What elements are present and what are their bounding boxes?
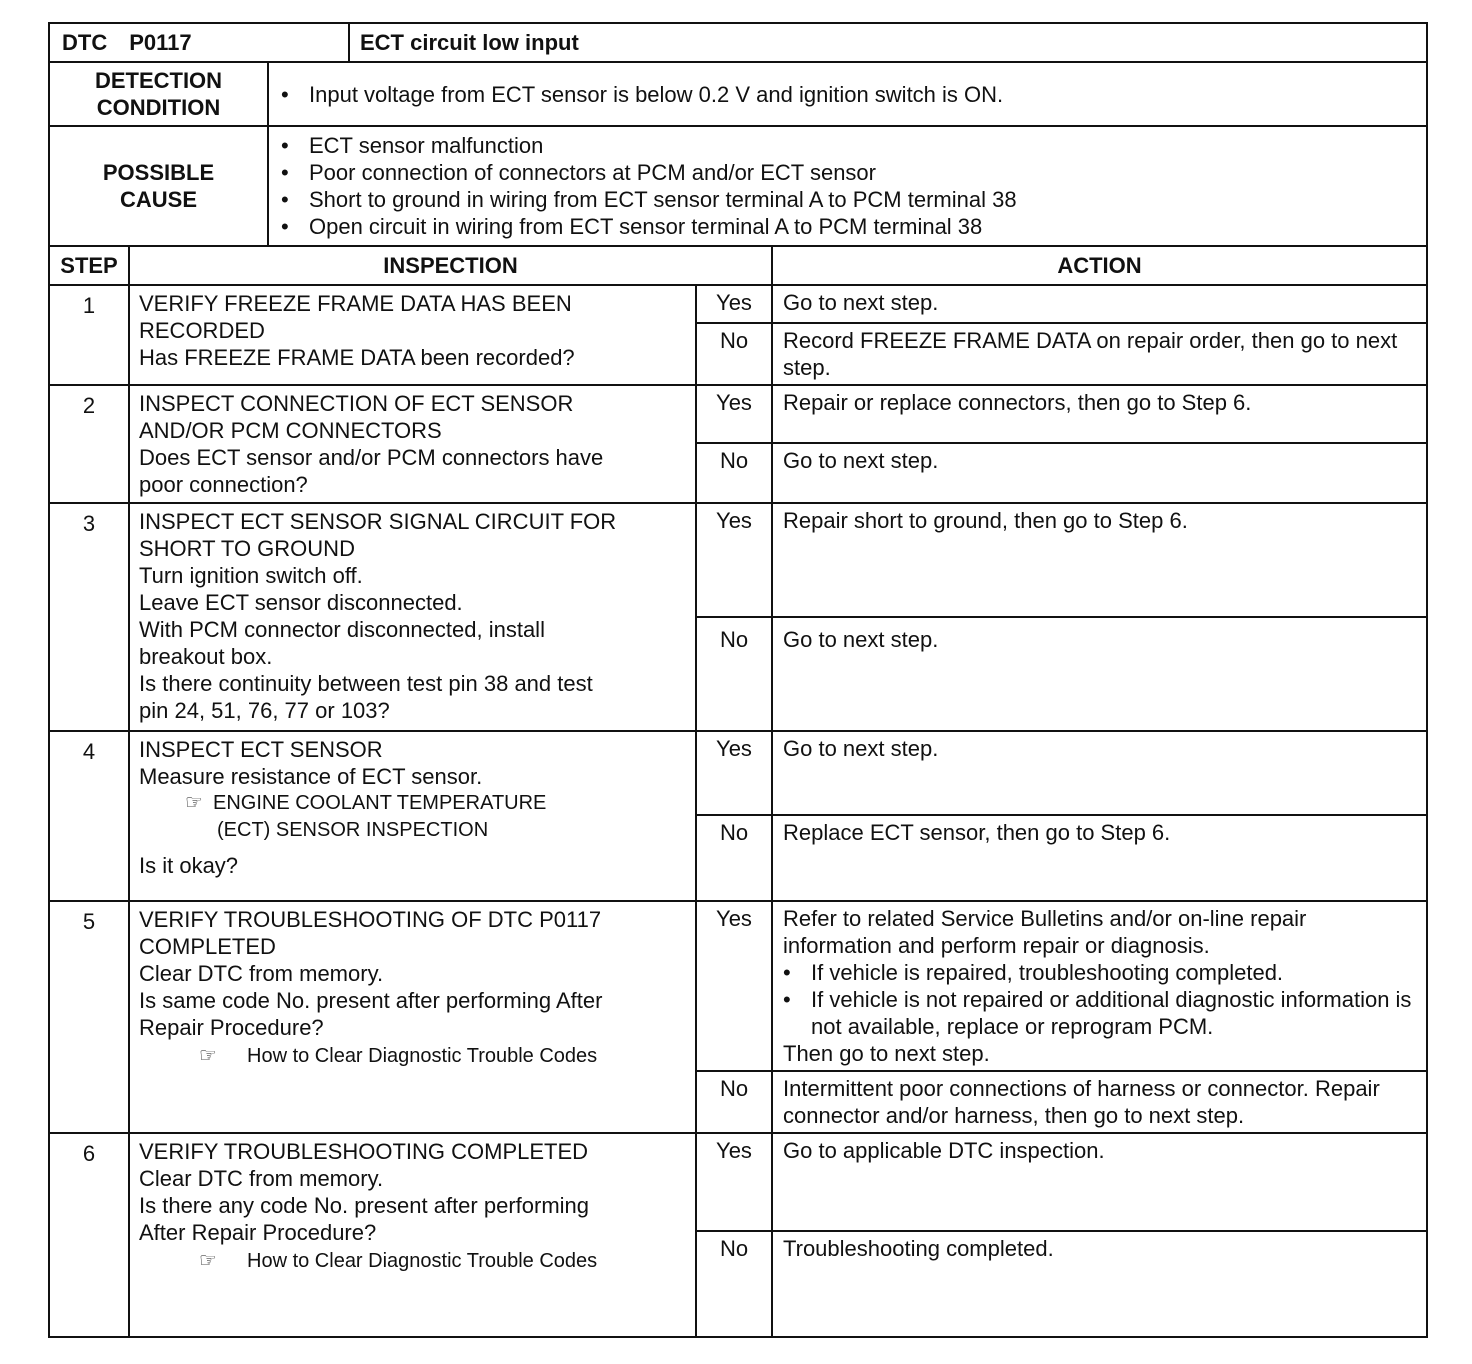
dtc-title: ECT circuit low input <box>349 23 1427 62</box>
yes-label: Yes <box>696 385 772 443</box>
reference-link[interactable]: ☞ How to Clear Diagnostic Trouble Codes <box>139 1043 687 1070</box>
step-number: 3 <box>49 503 129 731</box>
col-step-header: STEP <box>49 246 129 285</box>
pointing-hand-icon: ☞ <box>199 1250 217 1272</box>
yes-label: Yes <box>696 503 772 617</box>
step-inspection: INSPECT ECT SENSOR SIGNAL CIRCUIT FOR SHORT TO GROUND Turn ignition switch off. Leave ECT sensor disconnected. With PCM connector disconnected, install breakout box. Is there continuity between test pin 38 and test pin 24, 51, 76, 77 or 103? <box>129 503 696 731</box>
step-number: 6 <box>49 1133 129 1337</box>
no-label: No <box>696 443 772 503</box>
no-label: No <box>696 1231 772 1337</box>
yes-label: Yes <box>696 901 772 1071</box>
detection-content <box>268 62 1427 126</box>
dtc-document <box>48 22 1428 1338</box>
yes-label: Yes <box>696 731 772 815</box>
cause-item: • ECT sensor malfunction <box>281 132 1426 159</box>
yes-action: Repair or replace connectors, then go to Step 6. <box>772 385 1427 443</box>
dtc-info-table <box>48 61 1428 247</box>
yes-action: Go to next step. <box>772 285 1427 323</box>
yes-action: Repair short to ground, then go to Step 6. <box>772 503 1427 617</box>
action-bullet: • If vehicle is not repaired or additional diagnostic information is not available, replace or reprogram PCM. <box>783 986 1416 1040</box>
step-number: 2 <box>49 385 129 503</box>
action-bullet: • If vehicle is repaired, troubleshooting completed. <box>783 959 1416 986</box>
step-number: 4 <box>49 731 129 901</box>
no-action: Troubleshooting completed. <box>772 1231 1427 1337</box>
cause-item: • Poor connection of connectors at PCM and/or ECT sensor <box>281 159 1426 186</box>
no-label: No <box>696 815 772 901</box>
step-number: 5 <box>49 901 129 1133</box>
dtc-code-cell <box>49 23 349 62</box>
dtc-header-table <box>48 22 1428 63</box>
dtc-code: P0117 <box>129 30 192 55</box>
step-inspection: VERIFY FREEZE FRAME DATA HAS BEEN RECORDED Has FREEZE FRAME DATA been recorded? <box>129 285 696 385</box>
no-label: No <box>696 617 772 731</box>
cause-item: • Short to ground in wiring from ECT sensor terminal A to PCM terminal 38 <box>281 186 1426 213</box>
yes-label: Yes <box>696 1133 772 1231</box>
col-action-header: ACTION <box>772 246 1427 285</box>
step-inspection: INSPECT ECT SENSOR Measure resistance of ECT sensor. ☞ ENGINE COOLANT TEMPERATURE (ECT) SENSOR INSPECTION Is it okay? <box>129 731 696 901</box>
no-label: No <box>696 323 772 385</box>
pointing-hand-icon: ☞ <box>199 1045 217 1067</box>
no-action: Intermittent poor connections of harness or connector. Repair connector and/or harness, then go to next step. <box>772 1071 1427 1133</box>
yes-action: Refer to related Service Bulletins and/or on-line repair information and perform repair or diagnosis. • If vehicle is repaired, troubleshooting completed. • If vehicle is not repaired or additional diagnostic information is not available, replace or reprogram PCM. Then go to next step. <box>772 901 1427 1071</box>
step-question: Is it okay? <box>139 853 239 878</box>
step-inspection: VERIFY TROUBLESHOOTING COMPLETED Clear DTC from memory. Is there any code No. present after performing After Repair Procedure? ☞ How to Clear Diagnostic Trouble Codes <box>129 1133 696 1337</box>
reference-link-continued: (ECT) SENSOR INSPECTION <box>217 819 489 841</box>
no-label: No <box>696 1071 772 1133</box>
no-action: Go to next step. <box>772 443 1427 503</box>
pointing-hand-icon: ☞ <box>185 792 203 814</box>
reference-link[interactable]: ☞ How to Clear Diagnostic Trouble Codes <box>139 1248 687 1275</box>
no-action: Go to next step. <box>772 617 1427 731</box>
step-inspection: INSPECT CONNECTION OF ECT SENSOR AND/OR PCM CONNECTORS Does ECT sensor and/or PCM connectors have poor connection? <box>129 385 696 503</box>
cause-item: • Open circuit in wiring from ECT sensor terminal A to PCM terminal 38 <box>281 213 1426 240</box>
steps-table <box>48 245 1428 1338</box>
detection-item: • Input voltage from ECT sensor is below 0.2 V and ignition switch is ON. <box>281 81 1426 108</box>
no-action: Record FREEZE FRAME DATA on repair order, then go to next step. <box>772 323 1427 385</box>
yes-action: Go to next step. <box>772 731 1427 815</box>
step-number: 1 <box>49 285 129 385</box>
detection-label: DETECTION CONDITION <box>49 62 268 126</box>
yes-action: Go to applicable DTC inspection. <box>772 1133 1427 1231</box>
possible-cause-label: POSSIBLE CAUSE <box>49 126 268 246</box>
step-inspection: VERIFY TROUBLESHOOTING OF DTC P0117 COMPLETED Clear DTC from memory. Is same code No. present after performing After Repair Procedure? ☞ How to Clear Diagnostic Trouble Codes <box>129 901 696 1133</box>
reference-link[interactable]: ☞ ENGINE COOLANT TEMPERATURE <box>139 790 687 817</box>
possible-cause-content <box>268 126 1427 246</box>
no-action: Replace ECT sensor, then go to Step 6. <box>772 815 1427 901</box>
yes-label: Yes <box>696 285 772 323</box>
col-inspection-header: INSPECTION <box>129 246 772 285</box>
dtc-label: DTC <box>62 30 108 55</box>
